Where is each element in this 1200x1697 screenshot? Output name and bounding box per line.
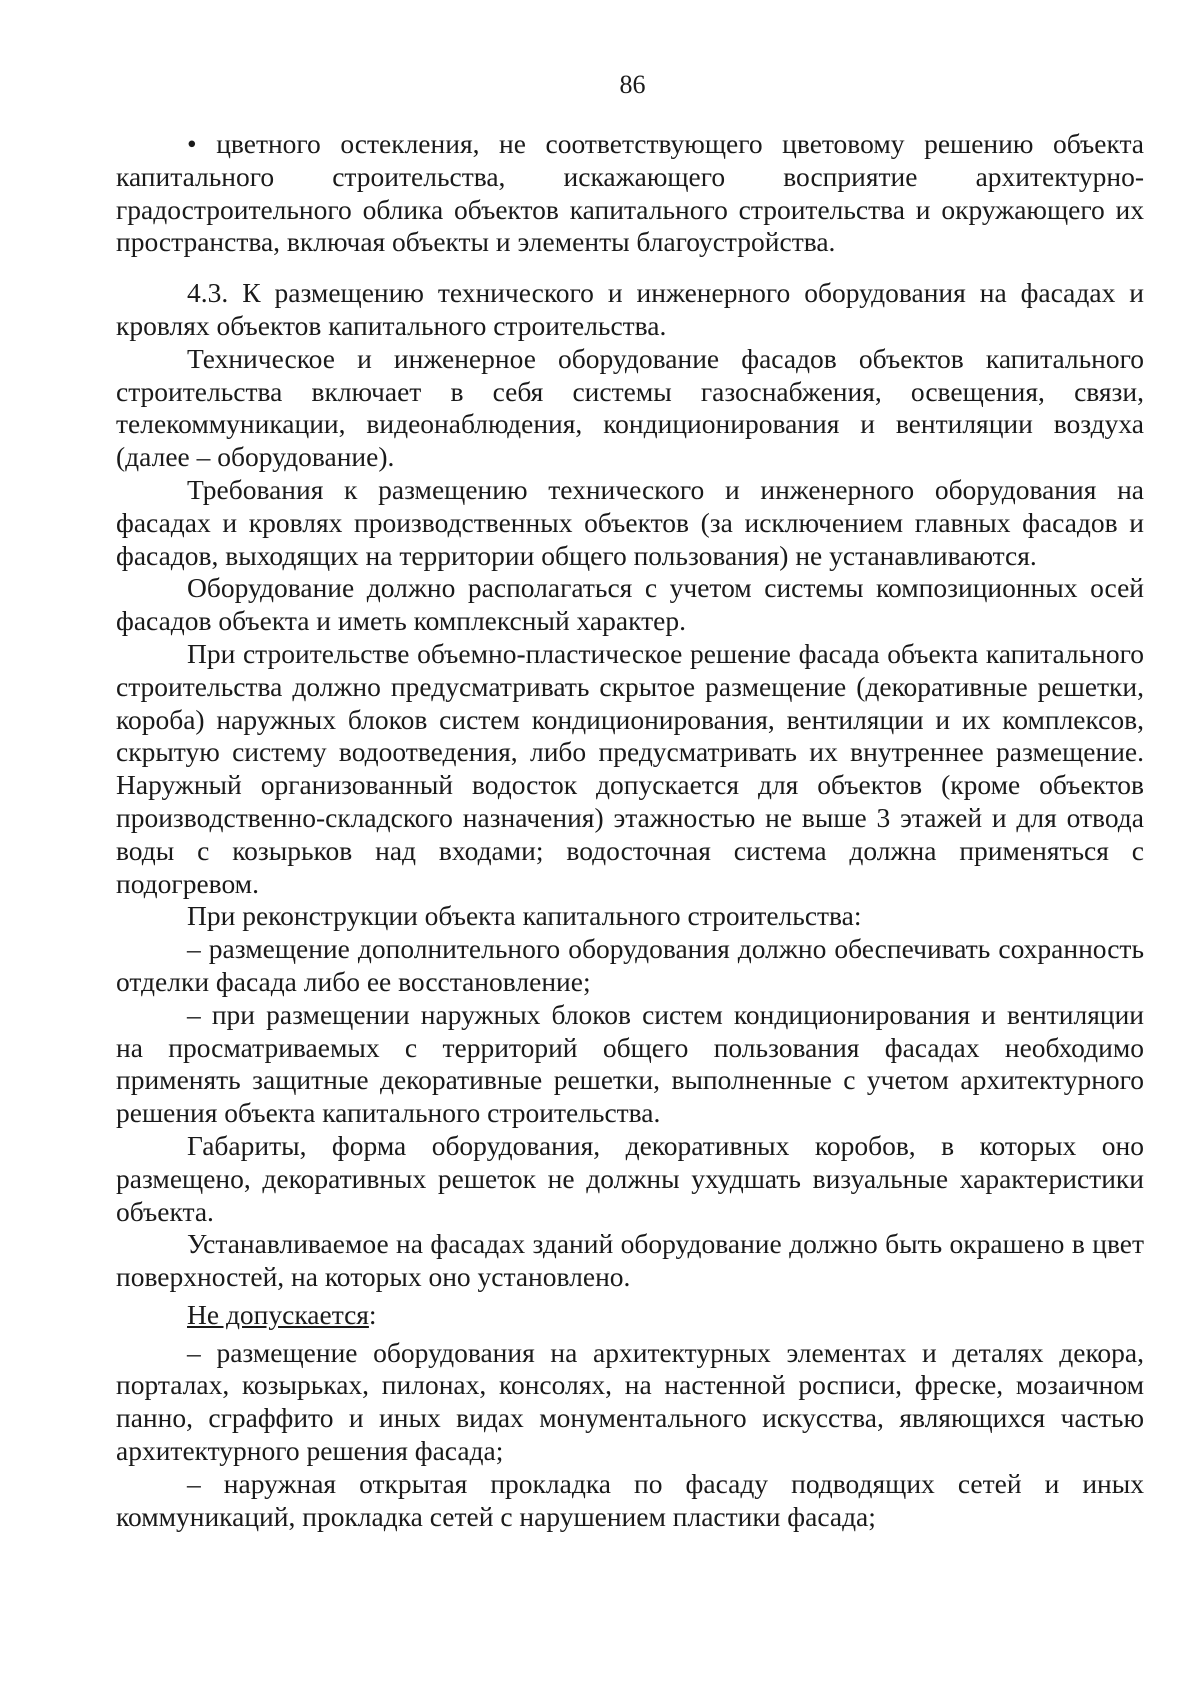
list-item-additional-equipment: – размещение дополнительного оборудования должно обеспечивать сохранность отделки фасада либо ее восстановление; [116, 933, 1144, 997]
paragraph-industrial-requirements: Требования к размещению технического и инженерного оборудования на фасадах и кровлях производственных объектов (за исключением главных фасадов и фасадов, выходящих на территории общего пользования) не устанавливаются. [116, 473, 1144, 571]
paragraph-not-allowed-heading [116, 1299, 1144, 1332]
paragraph-colored-glazing: • цветного остекления, не соответствующего цветовому решению объекта капитального строительства, искажающего восприятие архитектурно-градостроительного облика объектов капитального строительства и окружающего их пространства, включая объекты и элементы благоустройства. [116, 128, 1144, 258]
paragraph-construction-rules: При строительстве объемно-пластическое решение фасада объекта капитального строительства должно предусматривать скрытое размещение (декоративные решетки, короба) наружных блоков систем кондиционирования, вентиляции и их комплексов, скрытую систему водоотведения, либо предусматривать их внутреннее размещение. Наружный организованный водосток допускается для объектов (кроме объектов производственно-складского назначения) этажностью не выше 3 этажей и для отвода воды с козырьков над входами; водосточная система должна применяться с подогревом. [116, 637, 1144, 899]
not-allowed-label: Не допускается [187, 1298, 369, 1330]
page-number: 86 [619, 70, 646, 99]
list-item-external-units: – при размещении наружных блоков систем кондиционирования и вентиляции на просматриваемых с территорий общего пользования фасадах необходимо применять защитные декоративные решетки, выполненные с учетом архитектурного решения объекта капитального строительства. [116, 998, 1144, 1129]
paragraph-painting: Устанавливаемое на фасадах зданий оборудование должно быть окрашено в цвет поверхностей, на которых оно установлено. [116, 1228, 1144, 1293]
not-allowed-colon: : [368, 1298, 377, 1330]
paragraph-composition-axes: Оборудование должно располагаться с учетом системы композиционных осей фасадов объекта и иметь комплексный характер. [116, 572, 1144, 637]
document-body [116, 128, 1144, 1533]
paragraph-reconstruction-intro: При реконструкции объекта капитального строительства: [187, 900, 862, 932]
paragraph-equipment-definition: Техническое и инженерное оборудование фасадов объектов капитального строительства включает в себя системы газоснабжения, освещения, связи, телекоммуникации, видеонаблюдения, кондиционирования и вентиляции воздуха (далее – оборудование). [116, 342, 1144, 473]
list-item-open-networks: – наружная открытая прокладка по фасаду подводящих сетей и иных коммуникаций, прокладка сетей с нарушением пластики фасада; [116, 1467, 1144, 1532]
list-item-decor-placement: – размещение оборудования на архитектурных элементах и деталях декора, порталах, козырьках, пилонах, консолях, на настенной росписи, фреске, мозаичном панно, сграффито и иных видах монументального искусства, являющихся частью архитектурного решения фасада; [116, 1336, 1144, 1467]
paragraph-dimensions: Габариты, форма оборудования, декоративных коробов, в которых оно размещено, декоративных решеток не должны ухудшать визуальные характеристики объекта. [116, 1129, 1144, 1227]
paragraph-section-4-3-heading: 4.3. К размещению технического и инженерного оборудования на фасадах и кровлях объектов капитального строительства. [116, 277, 1144, 341]
